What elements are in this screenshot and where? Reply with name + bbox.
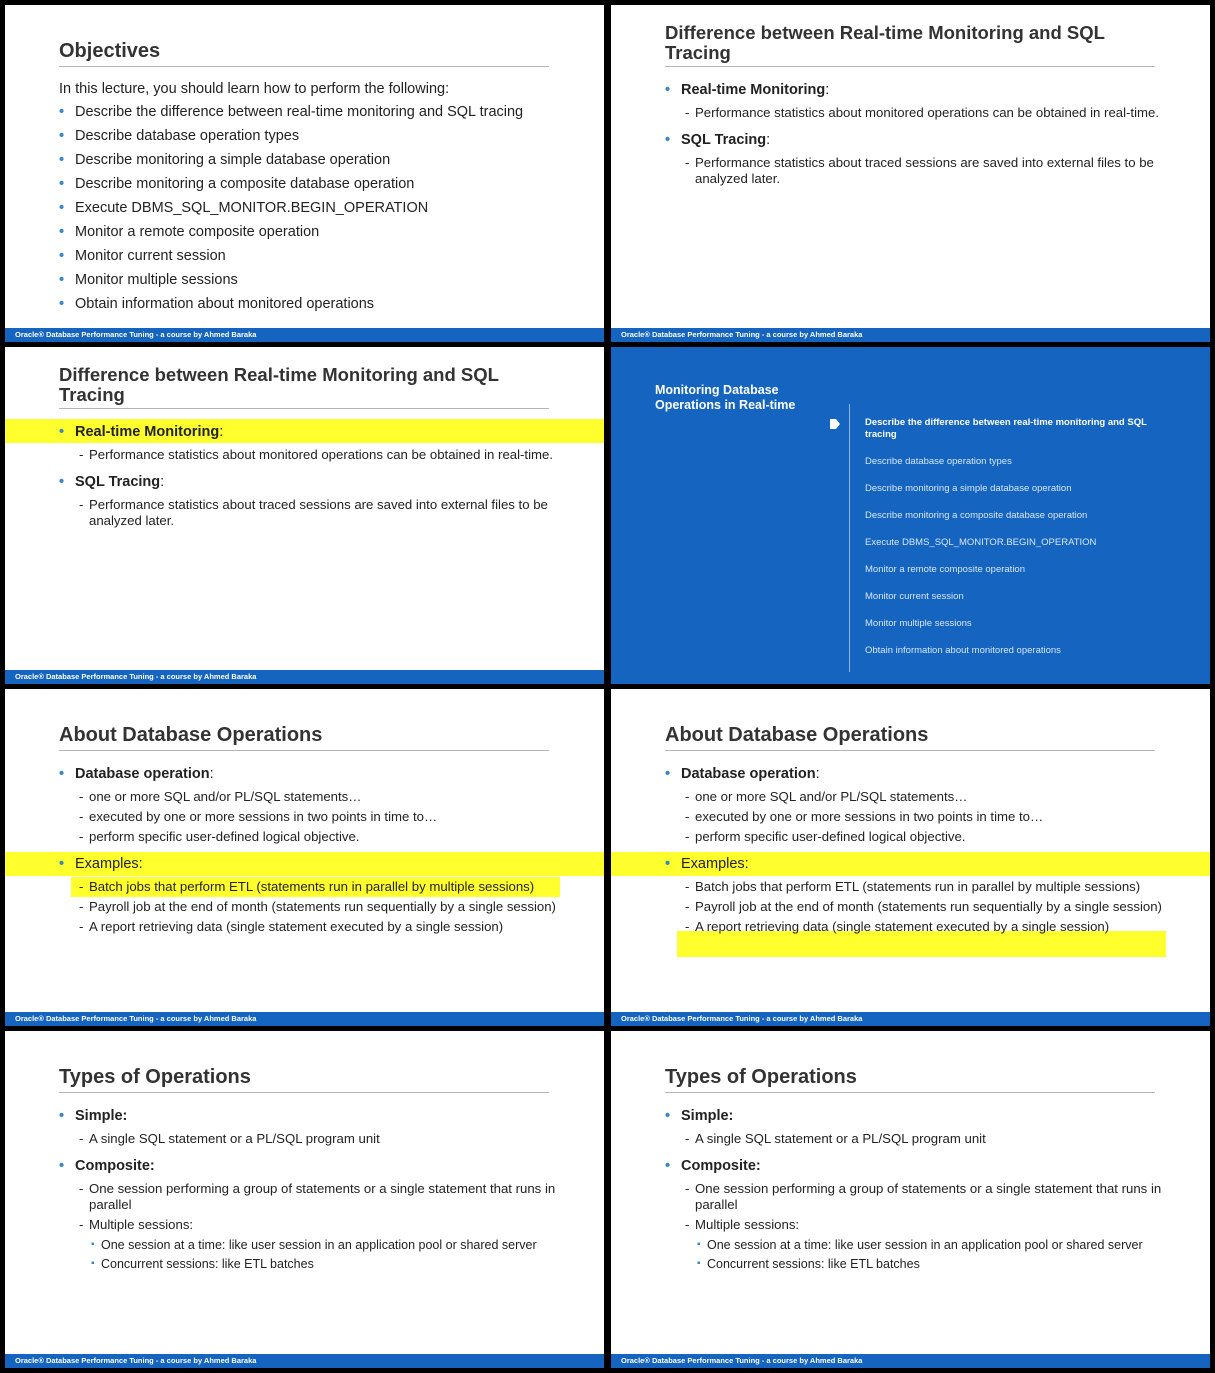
agenda-item: Describe monitoring a simple database operation — [865, 483, 1072, 494]
example-item: - Payroll job at the end of month (statements run sequentially by a single session) — [665, 899, 1165, 915]
example-item: - Payroll job at the end of month (statements run sequentially by a single session) — [59, 899, 559, 915]
operation-label: Database operation — [681, 766, 816, 782]
operation-item: - one or more SQL and/or PL/SQL statements… — [59, 789, 559, 805]
simple-desc: - A single SQL statement or a PL/SQL program unit — [59, 1131, 559, 1147]
title-rule — [665, 750, 1155, 751]
footer-text: Oracle® Database Performance Tuning - a course by Ahmed Baraka — [15, 1356, 257, 1365]
objective-item: • Execute DBMS_SQL_MONITOR.BEGIN_OPERATION — [59, 199, 559, 217]
operation-item: - perform specific user-defined logical objective. — [59, 829, 559, 845]
agenda-item: Monitor current session — [865, 591, 964, 602]
operation-item: - executed by one or more sessions in two points in time to… — [665, 809, 1165, 825]
slide-footer — [611, 328, 1210, 342]
title-rule — [59, 750, 549, 751]
slide-footer — [5, 1012, 604, 1026]
sqltracing-label: SQL Tracing — [75, 474, 161, 490]
composite-label: Composite: — [75, 1158, 155, 1174]
objective-item: • Describe database operation types — [59, 127, 559, 145]
sqltracing-desc: - Performance statistics about traced sessions are saved into external files to be analyzed later. — [59, 497, 559, 529]
title-rule — [665, 66, 1155, 67]
slide-objectives — [5, 5, 604, 342]
objective-item: • Describe the difference between real-time monitoring and SQL tracing — [59, 103, 559, 121]
slide-content — [59, 1107, 559, 1275]
footer-text: Oracle® Database Performance Tuning - a course by Ahmed Baraka — [621, 1014, 863, 1023]
multiple-sessions-item: ▪ Concurrent sessions: like ETL batches — [59, 1256, 559, 1272]
slide-title: About Database Operations — [665, 724, 929, 746]
operation-item: - perform specific user-defined logical objective. — [665, 829, 1165, 845]
footer-text: Oracle® Database Performance Tuning - a course by Ahmed Baraka — [15, 672, 257, 681]
slide-title: Types of Operations — [59, 1066, 251, 1088]
objective-item: • Monitor multiple sessions — [59, 271, 559, 289]
objective-item: • Monitor current session — [59, 247, 559, 265]
multiple-sessions-item: ▪ Concurrent sessions: like ETL batches — [665, 1256, 1165, 1272]
objective-item: • Describe monitoring a simple database operation — [59, 151, 559, 169]
realtime-label: Real-time Monitoring — [75, 424, 220, 440]
example-item: - A report retrieving data (single statement executed by a single session) — [665, 919, 1165, 935]
pointer-arrow-icon — [829, 418, 841, 430]
objective-item: • Monitor a remote composite operation — [59, 223, 559, 241]
multiple-sessions-item: ▪ One session at a time: like user session in an application pool or shared server — [59, 1237, 559, 1253]
slide-types-of-operations-1 — [5, 1031, 604, 1368]
examples-label: • Examples: — [59, 855, 559, 873]
slide-about-operations-1 — [5, 689, 604, 1026]
slide-content — [59, 81, 559, 319]
footer-text: Oracle® Database Performance Tuning - a course by Ahmed Baraka — [621, 1356, 863, 1365]
slide-types-of-operations-2 — [611, 1031, 1210, 1368]
composite-desc: - One session performing a group of statements or a single statement that runs in parallel — [665, 1181, 1165, 1213]
realtime-label: Real-time Monitoring — [681, 82, 826, 98]
slide-title: Objectives — [59, 40, 161, 62]
title-rule — [59, 408, 549, 409]
footer-text: Oracle® Database Performance Tuning - a course by Ahmed Baraka — [15, 1014, 257, 1023]
slide-content — [665, 1107, 1165, 1275]
slide-difference — [611, 5, 1210, 342]
footer-text: Oracle® Database Performance Tuning - a course by Ahmed Baraka — [621, 330, 863, 339]
slide-title: Types of Operations — [665, 1066, 857, 1088]
simple-label: Simple: — [75, 1108, 128, 1124]
multiple-sessions-item: ▪ One session at a time: like user session in an application pool or shared server — [665, 1237, 1165, 1253]
footer-text: Oracle® Database Performance Tuning - a course by Ahmed Baraka — [15, 330, 257, 339]
slide-footer — [611, 1012, 1210, 1026]
sqltracing-label: SQL Tracing — [681, 132, 767, 148]
objective-item: • Obtain information about monitored operations — [59, 295, 559, 313]
section-agenda-list — [865, 417, 1165, 672]
composite-desc: - One session performing a group of statements or a single statement that runs in parallel — [59, 1181, 559, 1213]
section-title: Monitoring Database Operations in Real-time — [655, 383, 796, 412]
slide-title: About Database Operations — [59, 724, 323, 746]
composite-label: Composite: — [681, 1158, 761, 1174]
slide-title: Difference between Real-time Monitoring and SQL Tracing — [59, 364, 499, 405]
slide-footer — [5, 328, 604, 342]
operation-item: - one or more SQL and/or PL/SQL statements… — [665, 789, 1165, 805]
realtime-desc: - Performance statistics about monitored operations can be obtained in real-time. — [59, 447, 559, 463]
agenda-item: Obtain information about monitored operations — [865, 645, 1061, 656]
slide-footer — [5, 670, 604, 684]
slide-title: Difference between Real-time Monitoring and SQL Tracing — [665, 22, 1105, 63]
agenda-item: Describe database operation types — [865, 456, 1012, 467]
slide-about-operations-2 — [611, 689, 1210, 1026]
intro-text: In this lecture, you should learn how to perform the following: — [59, 81, 450, 97]
agenda-item: Execute DBMS_SQL_MONITOR.BEGIN_OPERATION — [865, 537, 1097, 548]
slide-difference-highlighted — [5, 347, 604, 684]
slide-content: • Database operation: - one or more SQL and/or PL/SQL statements… - executed by one or more sessions in two points in time to… - perform specific user-defined logical objective. • Examples: - Batch jobs that perform ETL (statements run in parallel by multiple sessions) - Payroll job at the end of month (statements run sequentially by a single session) - A report retrieving data (single statement executed by a single session) — [665, 765, 1165, 939]
slide-content: • Database operation: - one or more SQL and/or PL/SQL statements… - executed by one or more sessions in two points in time to… - perform specific user-defined logical objective. • Examples: - Batch jobs that perform ETL (statements run in parallel by multiple sessions) - Payroll job at the end of month (statements run sequentially by a single session) - A report retrieving data (single statement executed by a single session) — [59, 765, 559, 939]
multiple-sessions-label: - Multiple sessions: — [59, 1217, 559, 1233]
agenda-item-active: Describe the difference between real-time monitoring and SQL tracing — [865, 417, 1147, 440]
slide-content: • Real-time Monitoring: - Performance statistics about monitored operations can be obtained in real-time. • SQL Tracing: - Performance statistics about traced sessions are saved into external files to be analyzed later. — [665, 81, 1165, 191]
multiple-sessions-label: - Multiple sessions: — [665, 1217, 1165, 1233]
simple-desc: - A single SQL statement or a PL/SQL program unit — [665, 1131, 1165, 1147]
slide-section-divider — [611, 347, 1210, 684]
slide-footer — [5, 1354, 604, 1368]
slide-footer — [611, 1354, 1210, 1368]
example-item: - Batch jobs that perform ETL (statements run in parallel by multiple sessions) — [665, 879, 1165, 895]
realtime-desc: - Performance statistics about monitored operations can be obtained in real-time. — [665, 105, 1165, 121]
title-rule — [665, 1092, 1155, 1093]
agenda-item: Monitor multiple sessions — [865, 618, 972, 629]
slide-content: • Real-time Monitoring: - Performance statistics about monitored operations can be obtained in real-time. • SQL Tracing: - Performance statistics about traced sessions are saved into external files to be analyzed later. — [59, 423, 559, 533]
title-rule — [59, 66, 549, 67]
example-item: - A report retrieving data (single statement executed by a single session) — [59, 919, 559, 935]
objective-item: • Describe monitoring a composite database operation — [59, 175, 559, 193]
example-item: - Batch jobs that perform ETL (statements run in parallel by multiple sessions) — [59, 879, 559, 895]
simple-label: Simple: — [681, 1108, 734, 1124]
agenda-item: Describe monitoring a composite database operation — [865, 510, 1088, 521]
agenda-item: Monitor a remote composite operation — [865, 564, 1025, 575]
section-divider-line — [849, 404, 850, 672]
title-rule — [59, 1092, 549, 1093]
operation-item: - executed by one or more sessions in two points in time to… — [59, 809, 559, 825]
examples-label: • Examples: — [665, 855, 1165, 873]
sqltracing-desc: - Performance statistics about traced sessions are saved into external files to be analyzed later. — [665, 155, 1165, 187]
operation-label: Database operation — [75, 766, 210, 782]
